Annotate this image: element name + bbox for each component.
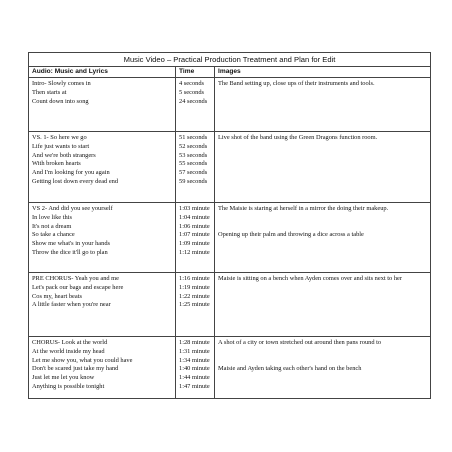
images-cell — [218, 339, 381, 374]
lyric-line: In love like this — [32, 213, 72, 221]
time-value: 1:28 minute — [179, 339, 210, 346]
image-description: The Maisie is staring at herself in a mirror the doing their makeup. — [218, 205, 389, 212]
lyric-line: Don't be scared just take my hand — [32, 365, 119, 373]
lyric-line: Life just wants to start — [32, 142, 90, 150]
image-description: Opening up their palm and throwing a dice across a table — [218, 231, 364, 239]
lyric-line: A little faster when you're near — [32, 301, 111, 309]
lyric-line: With broken hearts — [32, 160, 81, 168]
header-images: Images — [218, 68, 241, 75]
time-value: 55 seconds — [179, 160, 208, 168]
time-value: 1:22 minute — [179, 292, 210, 300]
lyrics-cell — [32, 339, 132, 392]
images-cell — [218, 80, 375, 89]
lyric-line: VS. 1- So here we go — [32, 134, 87, 141]
lyric-line: CHORUS- Look at the world — [32, 339, 108, 346]
table-row — [29, 337, 430, 400]
table-row — [29, 273, 430, 337]
time-value: 1:06 minute — [179, 222, 210, 230]
images-cell — [218, 205, 388, 240]
lyric-line: Cos my, heart beats — [32, 292, 82, 300]
lyrics-cell — [32, 205, 113, 258]
time-cell — [179, 205, 210, 258]
lyric-line: Let me show you, what you could have — [32, 356, 133, 364]
lyric-line: And we're both strangers — [32, 151, 96, 159]
lyric-line: Just let me let you know — [32, 374, 95, 382]
time-value: 1:25 minute — [179, 301, 210, 309]
time-value: 51 seconds — [179, 134, 208, 141]
time-value: 1:19 minute — [179, 283, 210, 291]
table-row — [29, 203, 430, 273]
time-cell — [179, 134, 207, 187]
lyric-line: Getting lost down every dead end — [32, 177, 119, 185]
time-value: 1:44 minute — [179, 374, 210, 382]
lyric-line: Intro- Slowly comes in — [32, 80, 91, 87]
image-description: Maisie and Ayden taking each other's hand on the bench — [218, 365, 362, 373]
time-value: 1:04 minute — [179, 213, 210, 221]
time-value: 1:47 minute — [179, 382, 210, 390]
time-value: 5 seconds — [179, 88, 205, 96]
lyric-line: Anything is possible tonight — [32, 382, 105, 390]
time-value: 1:09 minute — [179, 240, 210, 248]
lyric-line: So take a chance — [32, 231, 75, 239]
header-row — [29, 67, 430, 78]
image-description: A shot of a city or town stretched out around then pans round to — [218, 339, 382, 346]
table-title: Music Video – Practical Production Treatment and Plan for Edit — [29, 53, 430, 67]
table-row — [29, 132, 430, 203]
header-time: Time — [179, 68, 195, 75]
time-value: 1:12 minute — [179, 248, 210, 256]
time-cell — [179, 80, 207, 106]
lyric-line: Throw the dice it'll go to plan — [32, 248, 108, 256]
time-cell — [179, 275, 210, 310]
images-cell — [218, 134, 377, 143]
lyric-line: PRE CHORUS- Yeah you and me — [32, 275, 119, 282]
lyric-line: VS 2- And did you see yourself — [32, 205, 113, 212]
lyric-line: Then starts at — [32, 88, 67, 96]
image-description: Live shot of the band using the Green Dragons function room. — [218, 134, 378, 141]
time-value: 52 seconds — [179, 142, 208, 150]
header-audio: Audio: Music and Lyrics — [32, 68, 108, 75]
time-value: 1:16 minute — [179, 275, 210, 282]
lyric-line: At the world inside my head — [32, 347, 105, 355]
time-value: 57 seconds — [179, 169, 208, 177]
time-value: 1:07 minute — [179, 231, 210, 239]
time-value: 1:40 minute — [179, 365, 210, 373]
time-value: 53 seconds — [179, 151, 208, 159]
time-cell — [179, 339, 210, 392]
lyric-line: And I'm looking for you again — [32, 169, 110, 177]
lyrics-cell — [32, 275, 123, 310]
lyric-line: Show me what's in your hands — [32, 240, 111, 248]
lyric-line: It's not a dream — [32, 222, 72, 230]
treatment-table — [28, 52, 431, 399]
time-value: 1:34 minute — [179, 356, 210, 364]
time-value: 24 seconds — [179, 97, 208, 105]
time-value: 4 seconds — [179, 80, 205, 87]
lyric-line: Count down into song — [32, 97, 89, 105]
lyric-line: Let's pack our bags and escape here — [32, 283, 124, 291]
time-value: 1:31 minute — [179, 347, 210, 355]
lyrics-cell — [32, 134, 118, 187]
time-value: 1:03 minute — [179, 205, 210, 212]
time-value: 59 seconds — [179, 177, 208, 185]
table-row — [29, 78, 430, 132]
lyrics-cell — [32, 80, 91, 106]
image-description: Maisie is sitting on a bench when Ayden comes over and sits next to her — [218, 275, 402, 282]
image-description: The Band setting up, close ups of their instruments and tools. — [218, 80, 375, 87]
images-cell — [218, 275, 402, 284]
